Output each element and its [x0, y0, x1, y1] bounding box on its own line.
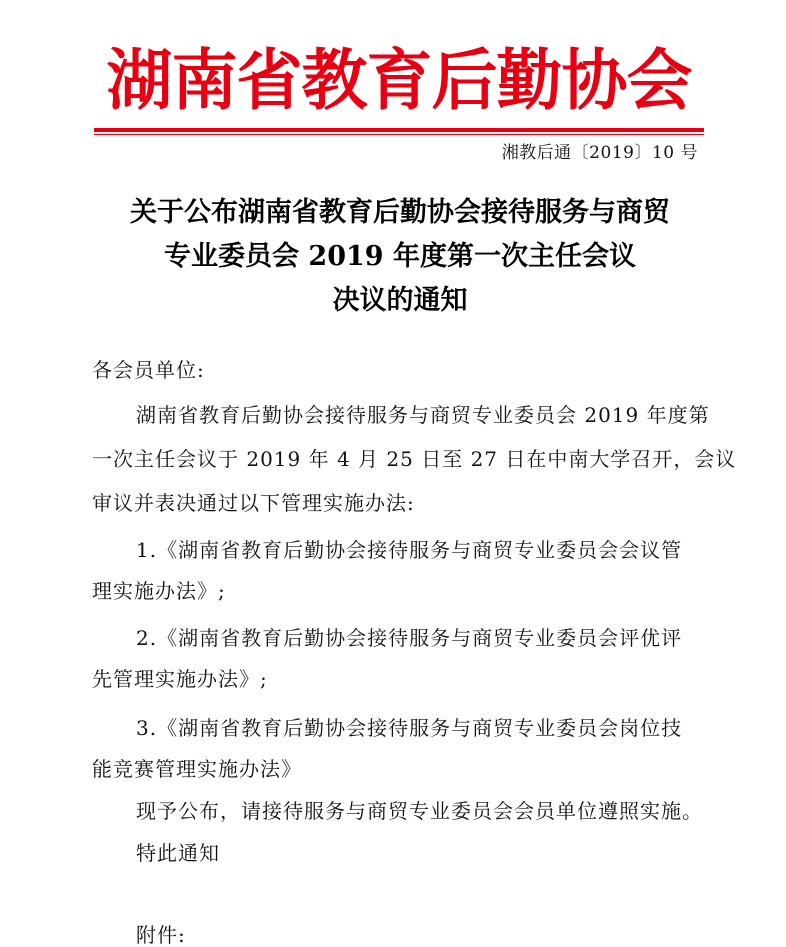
header-red-rule-thin	[94, 134, 704, 135]
salutation: 各会员单位:	[92, 358, 205, 382]
header-red-rule-thick	[94, 128, 704, 132]
organization-name-header: 湖南省教育后勤协会	[106, 42, 692, 119]
document-title-line-1: 关于公布湖南省教育后勤协会接待服务与商贸	[130, 197, 670, 228]
intro-paragraph-line-2: 一次主任会议于 2019 年 4 月 25 日至 27 日在中南大学召开，会议	[92, 447, 737, 471]
document-title-line-3: 决议的通知	[332, 285, 468, 316]
document-title-line-2: 专业委员会 2019 年度第一次主任会议	[164, 241, 636, 272]
list-item-3-line-2: 能竞赛管理实施办法》	[92, 757, 302, 781]
list-item-2-line-2: 先管理实施办法》;	[92, 667, 268, 691]
announcement-line: 现予公布，请接待服务与商贸专业委员会会员单位遵照实施。	[136, 799, 703, 823]
document-number: 湘教后通〔2019〕10 号	[501, 143, 698, 163]
list-item-3-line-1: 3.《湖南省教育后勤协会接待服务与商贸专业委员会岗位技	[136, 716, 683, 740]
closing-line: 特此通知	[136, 841, 220, 865]
list-item-2-line-1: 2.《湖南省教育后勤协会接待服务与商贸专业委员会评优评	[136, 626, 683, 650]
intro-paragraph-line-3: 审议并表决通过以下管理实施办法:	[92, 491, 415, 515]
attachment-label: 附件:	[136, 923, 186, 947]
list-item-1-line-2: 理实施办法》;	[92, 579, 226, 603]
intro-paragraph-line-1: 湖南省教育后勤协会接待服务与商贸专业委员会 2019 年度第	[136, 403, 710, 427]
list-item-1-line-1: 1.《湖南省教育后勤协会接待服务与商贸专业委员会会议管	[136, 538, 683, 562]
